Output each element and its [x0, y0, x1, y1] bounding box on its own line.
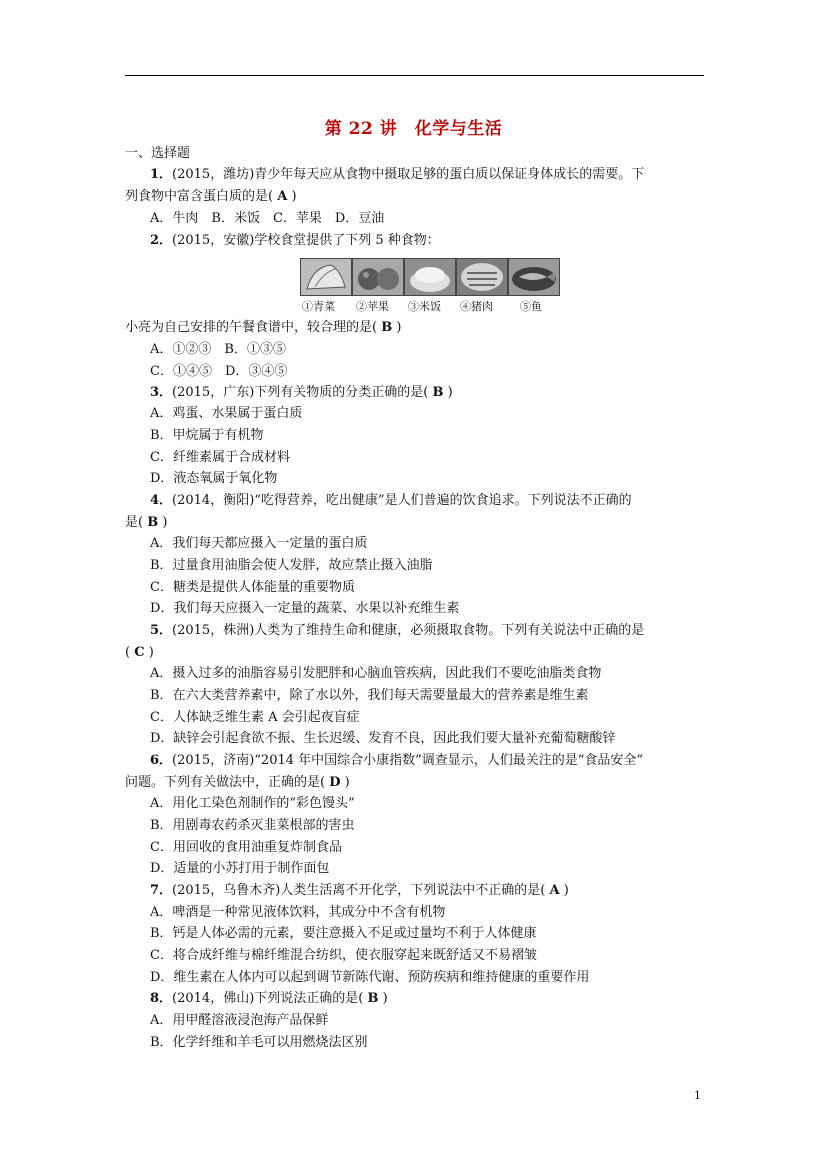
- question-4: [150, 491, 632, 511]
- page-title: 第 22 讲 化学与生活: [324, 119, 503, 139]
- question-text: (2015，安徽)学校食堂提供了下列 5 种食物：: [172, 233, 440, 248]
- section-heading: 一、选择题: [125, 146, 191, 161]
- question-number: 7．: [150, 883, 173, 898]
- option-d: D．维生素在人体内可以起到调节新陈代谢、预防疾病和维持健康的重要作用: [150, 970, 590, 985]
- food-photos: [300, 258, 562, 316]
- question-text: 小亮为自己安排的午餐食谱中，较合理的是(: [125, 320, 382, 335]
- answer: B: [367, 991, 379, 1006]
- pork-photo: [456, 258, 508, 296]
- question-6: [150, 751, 643, 771]
- caption-rice: ③米饭: [408, 300, 441, 313]
- question-text: 问题。下列有关做法中，正确的是(: [125, 775, 330, 790]
- option-b: B．甲烷属于有机物: [150, 428, 264, 443]
- question-text: (2015，广东)下列有关物质的分类正确的是(: [172, 385, 433, 400]
- answer: A: [549, 883, 560, 898]
- question-text: ): [144, 645, 154, 660]
- answer: D: [329, 775, 341, 790]
- question-number: 8．: [150, 991, 173, 1006]
- question-number: 3．: [150, 385, 173, 400]
- question-text: ): [158, 515, 168, 530]
- caption-pork: ④猪肉: [460, 300, 493, 313]
- option-a: A．摄入过多的油脂容易引发肥胖和心脑血管疾病，因此我们不要吃油脂类食物: [150, 666, 602, 681]
- option-b: B．在六大类营养素中，除了水以外，我们每天需要量最大的营养素是维生素: [150, 688, 589, 703]
- option-a: A．用甲醛溶液浸泡海产品保鲜: [150, 1013, 329, 1028]
- question-text: ): [443, 385, 453, 400]
- option-c: C．纤维素属于合成材料: [150, 450, 290, 465]
- options: A．①②③ B．①③⑤: [150, 342, 286, 357]
- question-3: [150, 383, 453, 403]
- apple-photo: [352, 258, 404, 296]
- question-6-continued: [125, 773, 350, 793]
- caption-vegetable: ①青菜: [302, 300, 335, 313]
- answer: B: [432, 385, 444, 400]
- option-a: A．用化工染色剂制作的“彩色馒头”: [150, 796, 355, 811]
- question-text: ): [392, 320, 402, 335]
- question-5-continued: [125, 643, 154, 663]
- option-d: D．适量的小苏打用于制作面包: [150, 861, 330, 876]
- answer: C: [134, 645, 145, 660]
- question-text: ): [559, 883, 569, 898]
- question-text: ): [378, 991, 388, 1006]
- question-text: (: [125, 645, 135, 660]
- option-b: B．用剧毒农药杀灭韭菜根部的害虫: [150, 818, 355, 833]
- option-d: D．缺锌会引起食欲不振、生长迟缓、发育不良，因此我们要大量补充葡萄糖酸锌: [150, 731, 616, 746]
- question-number: 1．: [150, 167, 173, 182]
- question-text: (2014，佛山)下列说法正确的是(: [172, 991, 368, 1006]
- option-c: C．人体缺乏维生素 A 会引起夜盲症: [150, 710, 360, 725]
- option-a: A．鸡蛋、水果属于蛋白质: [150, 406, 303, 421]
- answer: B: [381, 320, 393, 335]
- option-a: A．我们每天都应摄入一定量的蛋白质: [150, 536, 368, 551]
- question-7: [150, 881, 569, 901]
- answer: B: [147, 515, 159, 530]
- option-d: D．我们每天应摄入一定量的蔬菜、水果以补充维生素: [150, 601, 460, 616]
- answer: A: [277, 189, 288, 204]
- question-1: [150, 165, 644, 185]
- question-number: 6．: [150, 753, 173, 768]
- options: C．①④⑤ D．③④⑤: [150, 364, 288, 379]
- option-a: A．啤酒是一种常见液体饮料，其成分中不含有机物: [150, 905, 446, 920]
- question-text: (2014，衡阳)“吃得营养，吃出健康”是人们普遍的饮食追求。下列说法不正确的: [172, 493, 632, 508]
- option-c: C．用回收的食用油重复炸制食品: [150, 840, 342, 855]
- vegetable-photo: [300, 258, 352, 296]
- question-text: ): [340, 775, 350, 790]
- rice-photo: [404, 258, 456, 296]
- question-2: [150, 231, 440, 251]
- question-2-continued: [125, 318, 401, 338]
- question-text: (2015，济南)“2014 年中国综合小康指数”调查显示，人们最关注的是“食品安全”: [172, 753, 644, 768]
- question-4-continued: [125, 513, 167, 533]
- options: A．牛肉 B．米饭 C．苹果 D．豆油: [150, 211, 385, 226]
- question-8: [150, 989, 388, 1009]
- option-c: C．将合成纤维与棉纤维混合纺织，使衣服穿起来既舒适又不易褶皱: [150, 948, 537, 963]
- header-rule: [125, 75, 704, 76]
- question-number: 4．: [150, 493, 173, 508]
- question-text: 列食物中富含蛋白质的是(: [125, 189, 278, 204]
- option-b: B．钙是人体必需的元素，要注意摄入不足或过量均不利于人体健康: [150, 926, 537, 941]
- question-5: [150, 621, 644, 641]
- option-b: B．过量食用油脂会使人发胖，故应禁止摄入油脂: [150, 558, 433, 573]
- question-number: 5．: [150, 623, 173, 638]
- option-b: B．化学纤维和羊毛可以用燃烧法区别: [150, 1035, 368, 1050]
- question-text: (2015，潍坊)青少年每天应从食物中摄取足够的蛋白质以保证身体成长的需要。下: [172, 167, 645, 182]
- question-text: 是(: [125, 515, 148, 530]
- fish-photo: [508, 258, 560, 296]
- option-c: C．糖类是提供人体能量的重要物质: [150, 580, 355, 595]
- question-text: ): [287, 189, 297, 204]
- caption-fish: ⑤鱼: [520, 300, 542, 313]
- page-number: 1: [694, 1089, 701, 1102]
- caption-apple: ②苹果: [356, 300, 389, 313]
- question-text: (2015，株洲)人类为了维持生命和健康，必须摄取食物。下列有关说法中正确的是: [172, 623, 645, 638]
- question-text: (2015，乌鲁木齐)人类生活离不开化学，下列说法中不正确的是(: [172, 883, 550, 898]
- question-1-continued: [125, 187, 297, 207]
- option-d: D．液态氧属于氧化物: [150, 471, 278, 486]
- question-number: 2．: [150, 233, 173, 248]
